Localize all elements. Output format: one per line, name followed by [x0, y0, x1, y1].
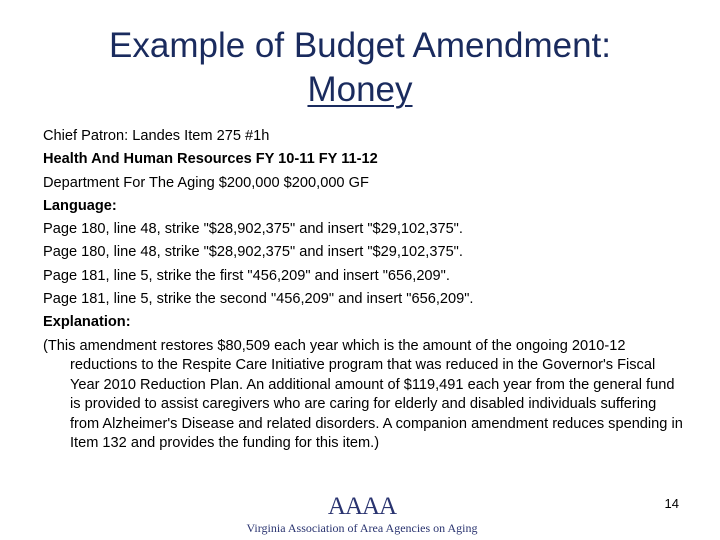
- amendment-body: [43, 125, 683, 454]
- chief-patron-line: Chief Patron: Landes Item 275 #1h: [43, 128, 270, 144]
- explanation-heading: Explanation:: [43, 314, 131, 331]
- department-line: Department For The Aging $200,000 $200,000 GF: [43, 174, 369, 191]
- language-line: Page 180, line 48, strike "$28,902,375" and insert "$29,102,375".: [43, 244, 463, 261]
- language-line: Page 181, line 5, strike the second "456,209" and insert "656,209".: [43, 291, 474, 308]
- page-number: 14: [664, 496, 679, 511]
- explanation-paragraph: (This amendment restores $80,509 each year which is the amount of the ongoing 2010-12 reductions to the Respite Care Initiative program that was reduced in the Governor's Fiscal Year 2010 Reduction Plan. An additional amount of $119,491 each year from the general fund is provided to assist caregivers who are caring for elderly and disabled individuals suffering from Alzheimer's Disease and related disorders. A companion amendment reduces spending in Item 132 and provides the funding for this item.): [43, 337, 683, 452]
- secretariat-line: Health And Human Resources FY 10-11 FY 11-12: [43, 151, 378, 168]
- logo-org-name: Virginia Association of Area Agencies on Aging: [246, 521, 478, 535]
- vaaaa-logo: [246, 494, 478, 538]
- logo-mark: AAAA: [327, 493, 397, 520]
- title-line-1: Example of Budget Amendment:: [109, 26, 611, 65]
- language-heading: Language:: [43, 197, 117, 214]
- language-line: Page 181, line 5, strike the first "456,209" and insert "656,209".: [43, 267, 450, 284]
- title-line-2: Money: [307, 70, 413, 109]
- slide-title: [20, 24, 700, 112]
- language-line: Page 180, line 48, strike "$28,902,375" and insert "$29,102,375".: [43, 221, 463, 238]
